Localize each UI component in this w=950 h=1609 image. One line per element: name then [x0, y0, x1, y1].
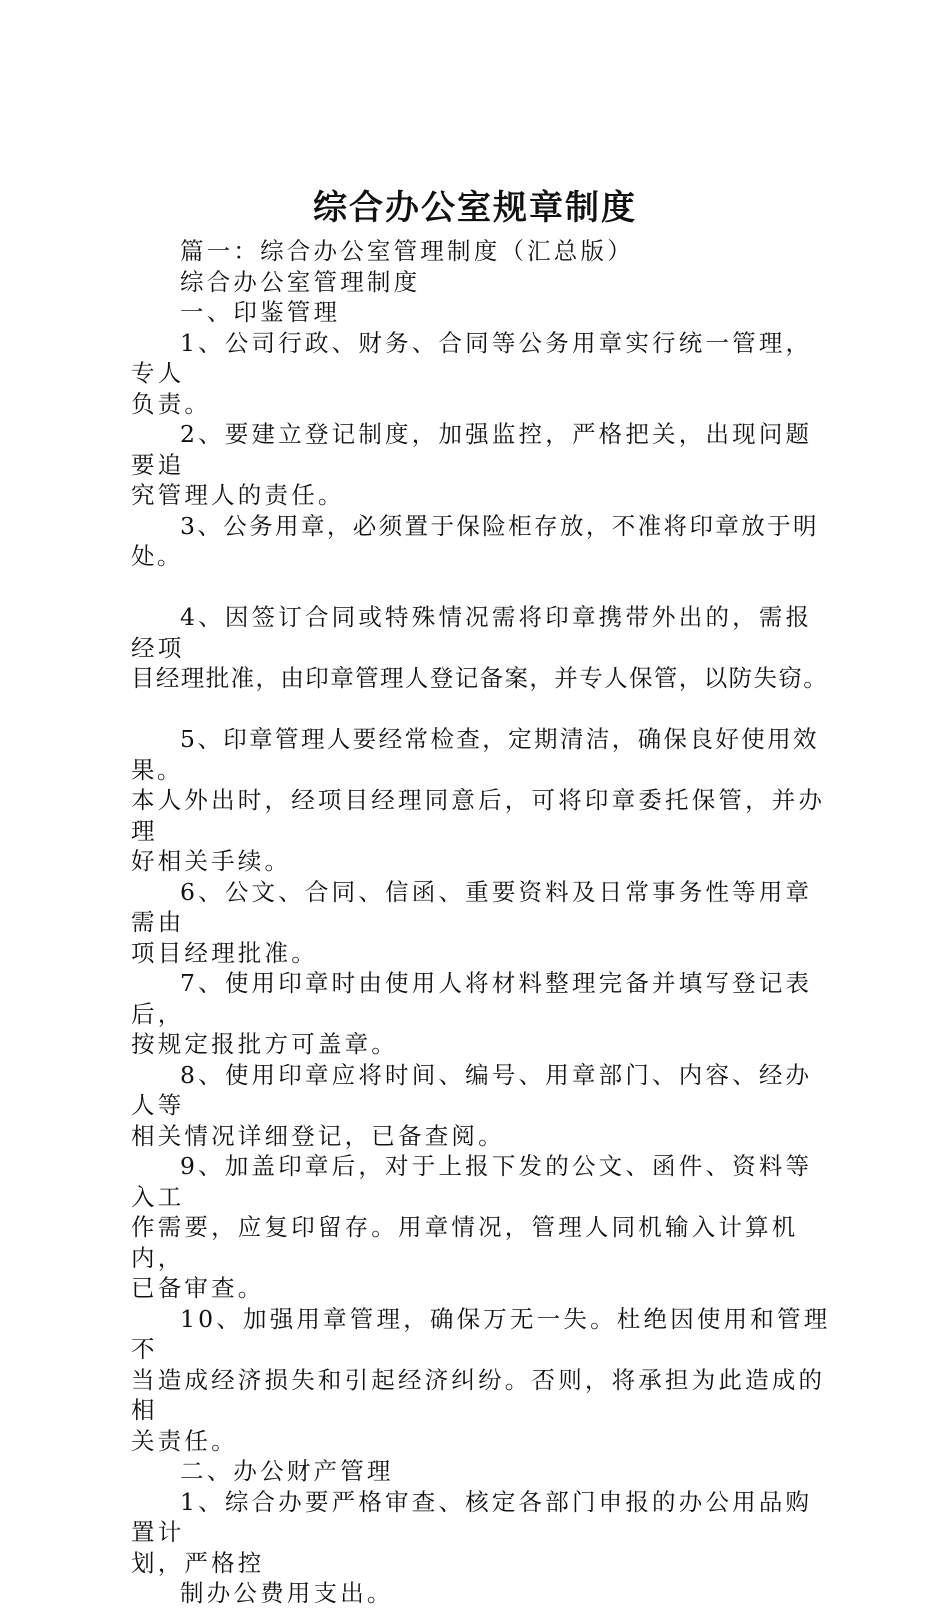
text-line: 7、使用印章时由使用人将材料整理完备并填写登记表后， [131, 969, 813, 1028]
text-line: 一、印鉴管理 [180, 298, 341, 326]
text-line: 10、加强用章管理，确保万无一失。杜绝因使用和管理不 [131, 1304, 831, 1363]
text-line: 9、加盖印章后，对于上报下发的公文、函件、资料等入工 [131, 1152, 813, 1211]
paragraph [131, 1578, 835, 1609]
paragraph [131, 1060, 835, 1152]
text-line: 作需要，应复印留存。用章情况，管理人同机输入计算机内， [131, 1213, 799, 1272]
paragraph [131, 236, 835, 267]
text-line: 相关情况详细登记，已备查阅。 [131, 1121, 505, 1150]
text-line: 本人外出时，经项目经理同意后，可将印章委托保管，并办理 [131, 786, 826, 845]
text-line: 3、公务用章，必须置于保险柜存放，不准将印章放于明处。 [131, 511, 819, 570]
paragraph [131, 1151, 835, 1304]
paragraph [131, 1487, 835, 1579]
text-line: 6、公文、合同、信函、重要资料及日常事务性等用章需由 [131, 877, 813, 936]
text-line: 综合办公室管理制度 [180, 267, 421, 296]
text-line: 按规定报批方可盖章。 [131, 1030, 398, 1058]
paragraph [131, 267, 835, 298]
text-line: 1、综合办要严格审查、核定各部门申报的办公用品购置计 [131, 1487, 813, 1546]
text-line: 划，严格控 [131, 1548, 265, 1577]
text-line: 5、印章管理人要经常检查，定期清洁，确保良好使用效果。 [131, 725, 819, 784]
text-line: 1、公司行政、财务、合同等公务用章实行统一管理，专人 [131, 328, 813, 387]
text-line: 篇一：综合办公室管理制度（汇总版） [180, 237, 634, 265]
text-line: 当造成经济损失和引起经济纠纷。否则，将承担为此造成的相 [131, 1365, 826, 1424]
text-line: 负责。 [131, 389, 212, 418]
text-line: 二、办公财产管理 [180, 1457, 394, 1485]
text-line: 目经理批准，由印章管理人登记备案，并专人保管，以防失窃。 [131, 664, 829, 692]
paragraph [131, 1304, 835, 1457]
text-line: 2、要建立登记制度，加强监控，严格把关，出现问题要追 [131, 420, 813, 479]
text-line: 项目经理批准。 [131, 938, 318, 967]
text-line: 制办公费用支出。 [180, 1579, 394, 1607]
text-line: 关责任。 [131, 1426, 238, 1455]
text-line: 8、使用印章应将时间、编号、用章部门、内容、经办人等 [131, 1060, 813, 1119]
paragraph [131, 602, 835, 694]
text-line: 究管理人的责任。 [131, 481, 345, 509]
paragraph [131, 511, 835, 572]
document-body [131, 236, 835, 1609]
section-heading [131, 1456, 835, 1487]
section-heading [131, 297, 835, 328]
paragraph [131, 968, 835, 1060]
paragraph [131, 419, 835, 511]
paragraph [131, 724, 835, 877]
document-title: 综合办公室规章制度 [313, 188, 637, 228]
text-line: 4、因签订合同或特殊情况需将印章携带外出的，需报经项 [131, 603, 813, 662]
paragraph [131, 328, 835, 420]
paragraph [131, 877, 835, 969]
text-line: 好相关手续。 [131, 847, 292, 875]
text-line: 已备审查。 [131, 1274, 265, 1302]
